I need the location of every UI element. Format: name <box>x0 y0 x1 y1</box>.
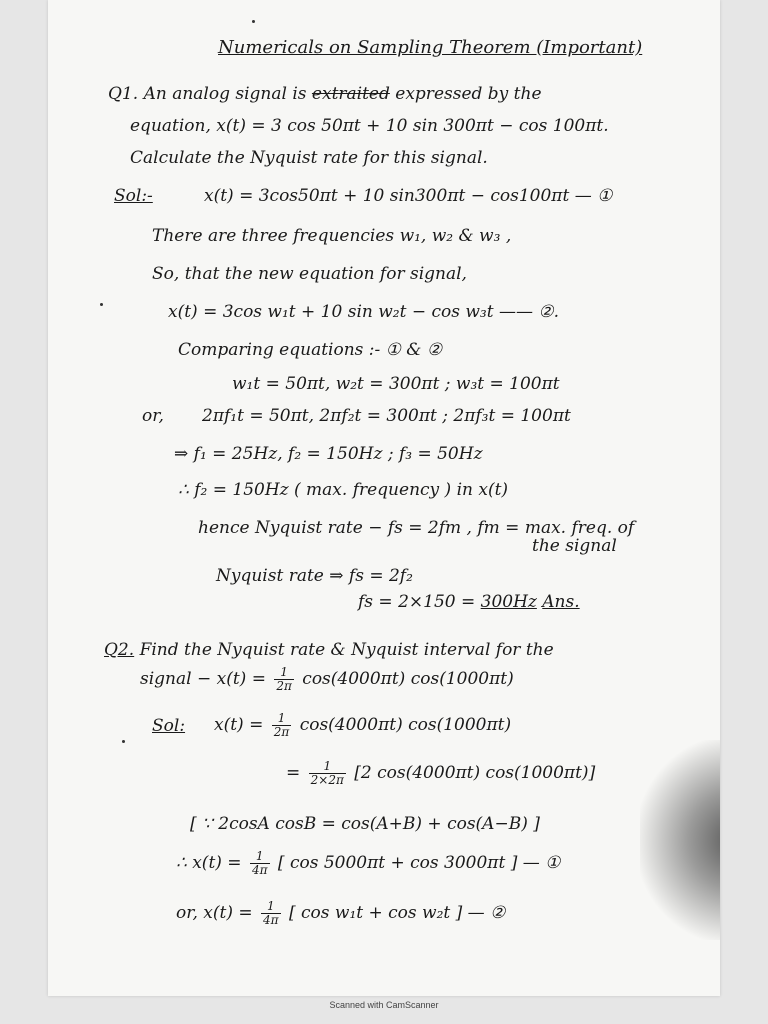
q1-struck-word: extraited <box>311 84 390 104</box>
sol1-line3: So, that the new equation for signal, <box>152 264 467 284</box>
q1-label: Q1. <box>108 84 139 104</box>
sol1-line11 <box>358 592 580 612</box>
sol2-eq5-rhs: [ cos w₁t + cos w₂t ] — ② <box>288 903 506 923</box>
q1-line3: Calculate the Nyquist rate for this signal. <box>130 148 488 168</box>
sol1-line7: ⇒ f₁ = 25Hz, f₂ = 150Hz ; f₃ = 50Hz <box>174 444 483 464</box>
q2-line2 <box>140 666 514 693</box>
sol1-line10: Nyquist rate ⇒ fs = 2f₂ <box>216 566 413 586</box>
sol2-eq2-fraction: $\frac{1}{2\times 2\pi}$ <box>310 759 344 787</box>
sol2-eq4 <box>176 850 560 877</box>
sol2-eq2-rhs: [2 cos(4000πt) cos(1000πt)] <box>354 763 596 783</box>
q2-text2b: cos(4000πt) cos(1000πt) <box>302 669 514 689</box>
scanner-footer: Scanned with CamScanner <box>329 1000 439 1010</box>
sol2-identity: [ ∵ 2cosA cosB = cos(A+B) + cos(A−B) ] <box>190 814 540 834</box>
hand-shadow <box>640 740 720 940</box>
sol1-eq1: x(t) = 3cos50πt + 10 sin300πt − cos100πt — ① <box>204 186 613 206</box>
margin-dot <box>100 303 103 306</box>
sol2-eq4-fraction: $\frac{1}{4\pi}$ <box>251 849 268 877</box>
sol1-ans-label: Ans. <box>542 592 580 612</box>
sol2-eq1-fraction: $\frac{1}{2\pi}$ <box>273 711 290 739</box>
sol1-answer: 300Hz <box>480 592 537 612</box>
q2-text2a: signal − x(t) = <box>140 669 266 689</box>
scanned-page <box>48 0 720 996</box>
q2-line1 <box>104 640 554 660</box>
sol2-label: Sol: <box>152 716 186 736</box>
q2-fraction: $\frac{1}{2\pi}$ <box>276 665 292 693</box>
margin-dot <box>252 20 255 23</box>
sol2-eq2 <box>286 760 595 787</box>
sol2-eq5-lhs: or, x(t) = <box>176 903 253 923</box>
sol1-line6: 2πf₁t = 50πt, 2πf₂t = 300πt ; 2πf₃t = 100πt <box>202 406 571 426</box>
q1-text-b: expressed by the <box>395 84 542 104</box>
sol1-line8: ∴ f₂ = 150Hz ( max. frequency ) in x(t) <box>178 480 509 500</box>
sol2-eq1 <box>214 712 511 739</box>
sol2-eq4-lhs: ∴ x(t) = <box>176 853 242 873</box>
sol2-eq4-rhs: [ cos 5000πt + cos 3000πt ] — ① <box>277 853 561 873</box>
q2-text1: Find the Nyquist rate & Nyquist interval for the <box>139 640 554 660</box>
q2-label: Q2. <box>104 640 135 660</box>
page-title: Numericals on Sampling Theorem (Important) <box>218 37 643 58</box>
q1-line1 <box>108 84 542 104</box>
q1-line2: equation, x(t) = 3 cos 50πt + 10 sin 300πt − cos 100πt. <box>130 116 609 136</box>
sol2-eq5-fraction: $\frac{1}{4\pi}$ <box>263 899 279 927</box>
sol1-line11-a: fs = 2×150 = <box>358 592 476 612</box>
margin-dot <box>122 740 125 743</box>
sol2-eq2-eq: = <box>286 763 301 783</box>
sol1-or: or, <box>142 406 164 426</box>
sol1-line9: hence Nyquist rate − fs = 2fm , fm = max. freq. of <box>198 518 635 538</box>
q1-text-a: An analog signal is <box>143 84 307 104</box>
sol1-label: Sol:- <box>114 186 153 206</box>
sol1-line4: Comparing equations :- ① & ② <box>178 340 443 360</box>
sol2-eq1-rhs: cos(4000πt) cos(1000πt) <box>299 715 512 735</box>
sol1-line2: There are three frequencies w₁, w₂ & w₃ , <box>152 226 512 246</box>
sol2-eq5 <box>176 900 505 927</box>
sol1-line5: w₁t = 50πt, w₂t = 300πt ; w₃t = 100πt <box>232 374 560 394</box>
sol2-eq1-lhs: x(t) = <box>214 715 264 735</box>
sol1-line9b: the signal <box>532 536 617 556</box>
sol1-eq2: x(t) = 3cos w₁t + 10 sin w₂t − cos w₃t —— ②. <box>168 302 560 322</box>
